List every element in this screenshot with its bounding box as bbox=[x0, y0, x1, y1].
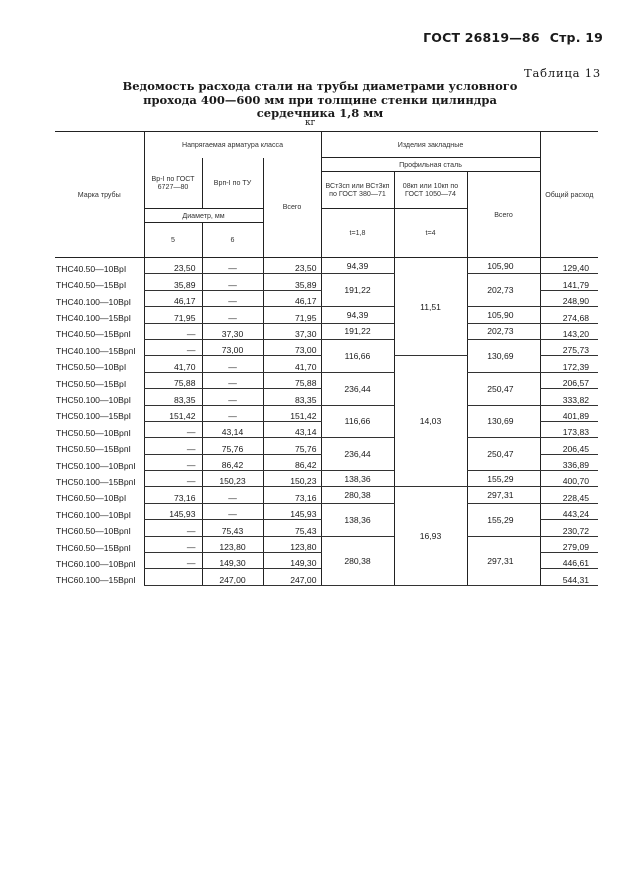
overall-total-cell: 544,31 bbox=[540, 569, 598, 585]
col-total-prestressed: Всего bbox=[263, 158, 321, 258]
prestressed-total-cell: 41,70 bbox=[263, 356, 321, 372]
table-row bbox=[55, 323, 598, 339]
prestressed-total-cell: 150,23 bbox=[263, 471, 321, 487]
table-number: Таблица 13 bbox=[524, 66, 601, 80]
pipe-brand-cell: ТНС50.50—10ВрI bbox=[56, 362, 127, 373]
embedded-total-cell: 155,29 bbox=[467, 471, 540, 487]
bpp-d6-cell: 86,42 bbox=[202, 454, 263, 470]
pipe-brand-cell: ТНС60.100—15ВрпI bbox=[56, 575, 136, 586]
table-row bbox=[55, 503, 598, 519]
prestressed-total-cell: 86,42 bbox=[263, 454, 321, 470]
pipe-brand-cell: ТНС40.50—15ВрI bbox=[56, 280, 127, 291]
bp-d5-cell: 71,95 bbox=[144, 307, 202, 323]
bpp-d6-cell: 123,80 bbox=[202, 536, 263, 552]
prestressed-total-cell: 23,50 bbox=[263, 258, 321, 274]
pipe-brand-cell: ТНС60.100—10ВрI bbox=[56, 509, 131, 520]
table-row bbox=[55, 258, 598, 274]
table-row bbox=[55, 339, 598, 355]
col-embedded: Изделия закладные bbox=[321, 132, 540, 158]
bp-d5-cell: 41,70 bbox=[144, 356, 202, 372]
col-bp-tu: Врп-I по ТУ bbox=[202, 158, 263, 209]
embedded-total-cell: 250,47 bbox=[467, 438, 540, 471]
overall-total-cell: 446,61 bbox=[540, 553, 598, 569]
embedded-total-cell: 130,69 bbox=[467, 405, 540, 438]
bp-d5-cell: — bbox=[144, 339, 202, 355]
bpp-d6-cell: — bbox=[202, 258, 263, 274]
steel-a-cell: 94,39 bbox=[321, 258, 394, 274]
prestressed-total-cell: 247,00 bbox=[263, 569, 321, 585]
table-title bbox=[120, 80, 520, 121]
overall-total-cell: 172,39 bbox=[540, 356, 598, 372]
title-line-1: Ведомость расхода стали на трубы диаметрами условного bbox=[122, 79, 518, 93]
prestressed-total-cell: 151,42 bbox=[263, 405, 321, 421]
pipe-brand-cell: ТНС60.50—10ВрпI bbox=[56, 526, 131, 537]
steel-a-cell: 191,22 bbox=[321, 274, 394, 307]
bpp-d6-cell: — bbox=[202, 389, 263, 405]
pipe-brand-cell: ТНС40.50—10ВрI bbox=[56, 263, 127, 274]
overall-total-cell: 206,57 bbox=[540, 372, 598, 388]
prestressed-total-cell: 73,00 bbox=[263, 339, 321, 355]
steel-a-cell: 280,38 bbox=[321, 487, 394, 503]
bp-d5-cell: 73,16 bbox=[144, 487, 202, 503]
steel-consumption-table bbox=[55, 131, 598, 586]
bp-d5-cell: — bbox=[144, 520, 202, 536]
bp-d5-cell: 46,17 bbox=[144, 290, 202, 306]
prestressed-total-cell: 83,35 bbox=[263, 389, 321, 405]
bpp-d6-cell: 73,00 bbox=[202, 339, 263, 355]
bp-d5-cell: 83,35 bbox=[144, 389, 202, 405]
prestressed-total-cell: 75,88 bbox=[263, 372, 321, 388]
overall-total-cell: 248,90 bbox=[540, 290, 598, 306]
steel-a-cell: 236,44 bbox=[321, 372, 394, 405]
bpp-d6-cell: — bbox=[202, 307, 263, 323]
overall-total-cell: 228,45 bbox=[540, 487, 598, 503]
bpp-d6-cell: 149,30 bbox=[202, 553, 263, 569]
table-row bbox=[55, 307, 598, 323]
steel-a-cell: 280,38 bbox=[321, 536, 394, 585]
col-t4: t=4 bbox=[394, 209, 467, 258]
table-row bbox=[55, 274, 598, 290]
overall-total-cell: 173,83 bbox=[540, 421, 598, 437]
bpp-d6-cell: 75,76 bbox=[202, 438, 263, 454]
col-prestressed: Напрягаемая арматура класса bbox=[144, 132, 321, 158]
steel-b-cell: 14,03 bbox=[394, 356, 467, 487]
overall-total-cell: 443,24 bbox=[540, 503, 598, 519]
prestressed-total-cell: 75,43 bbox=[263, 520, 321, 536]
prestressed-total-cell: 75,76 bbox=[263, 438, 321, 454]
embedded-total-cell: 105,90 bbox=[467, 307, 540, 323]
prestressed-total-cell: 71,95 bbox=[263, 307, 321, 323]
prestressed-total-cell: 145,93 bbox=[263, 503, 321, 519]
overall-total-cell: 401,89 bbox=[540, 405, 598, 421]
col-d6: 6 bbox=[202, 223, 263, 258]
table-row bbox=[55, 536, 598, 552]
col-profile: Профильная сталь bbox=[321, 158, 540, 172]
col-steel-a: ВСт3сп или ВСт3кп по ГОСТ 380—71 bbox=[321, 172, 394, 209]
embedded-total-cell: 155,29 bbox=[467, 503, 540, 536]
bp-d5-cell: 23,50 bbox=[144, 258, 202, 274]
steel-a-cell: 191,22 bbox=[321, 323, 394, 339]
pipe-brand-cell: ТНС50.100—15ВрI bbox=[56, 411, 131, 422]
table-row bbox=[55, 438, 598, 454]
steel-a-cell: 236,44 bbox=[321, 438, 394, 471]
embedded-total-cell: 250,47 bbox=[467, 372, 540, 405]
overall-total-cell: 274,68 bbox=[540, 307, 598, 323]
table-row bbox=[55, 471, 598, 487]
steel-a-cell: 94,39 bbox=[321, 307, 394, 323]
overall-total-cell: 143,20 bbox=[540, 323, 598, 339]
embedded-total-cell: 105,90 bbox=[467, 258, 540, 274]
overall-total-cell: 206,45 bbox=[540, 438, 598, 454]
pipe-brand-cell: ТНС60.100—10ВрпI bbox=[56, 558, 136, 569]
prestressed-total-cell: 73,16 bbox=[263, 487, 321, 503]
bp-d5-cell: — bbox=[144, 471, 202, 487]
col-t18: t=1,8 bbox=[321, 209, 394, 258]
pipe-brand-cell: ТНС60.50—10ВрI bbox=[56, 493, 127, 504]
bp-d5-cell: — bbox=[144, 536, 202, 552]
table-row bbox=[55, 487, 598, 503]
bp-d5-cell: — bbox=[144, 421, 202, 437]
col-total-embedded: Всего bbox=[467, 172, 540, 258]
steel-a-cell: 116,66 bbox=[321, 405, 394, 438]
embedded-total-cell: 202,73 bbox=[467, 274, 540, 307]
steel-b-cell: 16,93 bbox=[394, 487, 467, 585]
col-d5: 5 bbox=[144, 223, 202, 258]
overall-total-cell: 129,40 bbox=[540, 258, 598, 274]
overall-total-cell: 279,09 bbox=[540, 536, 598, 552]
overall-total-cell: 336,89 bbox=[540, 454, 598, 470]
bpp-d6-cell: — bbox=[202, 372, 263, 388]
pipe-brand-cell: ТНС50.100—15ВрпI bbox=[56, 476, 136, 487]
bp-d5-cell: — bbox=[144, 454, 202, 470]
bp-d5-cell: 151,42 bbox=[144, 405, 202, 421]
page-header bbox=[423, 30, 603, 45]
overall-total-cell: 230,72 bbox=[540, 520, 598, 536]
steel-b-cell: 11,51 bbox=[394, 258, 467, 356]
bpp-d6-cell: — bbox=[202, 503, 263, 519]
embedded-total-cell: 297,31 bbox=[467, 487, 540, 503]
table-row bbox=[55, 405, 598, 421]
bpp-d6-cell: — bbox=[202, 487, 263, 503]
bpp-d6-cell: — bbox=[202, 274, 263, 290]
overall-total-cell: 400,70 bbox=[540, 471, 598, 487]
col-pipe-brand: Марка трубы bbox=[55, 132, 144, 258]
standard-number: ГОСТ 26819—86 bbox=[423, 30, 540, 45]
unit-label: кг bbox=[305, 118, 316, 128]
prestressed-total-cell: 43,14 bbox=[263, 421, 321, 437]
col-steel-b: 08кп или 10кп по ГОСТ 1050—74 bbox=[394, 172, 467, 209]
bpp-d6-cell: — bbox=[202, 290, 263, 306]
table-row bbox=[55, 372, 598, 388]
pipe-brand-cell: ТНС50.100—10ВрпI bbox=[56, 460, 136, 471]
bpp-d6-cell: 43,14 bbox=[202, 421, 263, 437]
pipe-brand-cell: ТНС50.50—15ВрпI bbox=[56, 444, 131, 455]
overall-total-cell: 275,73 bbox=[540, 339, 598, 355]
steel-a-cell: 116,66 bbox=[321, 339, 394, 372]
embedded-total-cell: 130,69 bbox=[467, 339, 540, 372]
bp-d5-cell: — bbox=[144, 323, 202, 339]
bpp-d6-cell: 37,30 bbox=[202, 323, 263, 339]
title-line-2: прохода 400—600 мм при толщине стенки цилиндра bbox=[143, 92, 497, 107]
pipe-brand-cell: ТНС50.100—10ВрI bbox=[56, 395, 131, 406]
col-overall: Общий расход bbox=[540, 132, 598, 258]
pipe-brand-cell: ТНС50.50—10ВрпI bbox=[56, 427, 131, 438]
page-number: Стр. 19 bbox=[549, 30, 603, 45]
steel-a-cell: 138,36 bbox=[321, 471, 394, 487]
steel-a-cell: 138,36 bbox=[321, 503, 394, 536]
embedded-total-cell: 202,73 bbox=[467, 323, 540, 339]
bp-d5-cell: 145,93 bbox=[144, 503, 202, 519]
bp-d5-cell: 75,88 bbox=[144, 372, 202, 388]
bpp-d6-cell: — bbox=[202, 356, 263, 372]
embedded-total-cell: 297,31 bbox=[467, 536, 540, 585]
bp-d5-cell bbox=[144, 569, 202, 585]
pipe-brand-cell: ТНС60.50—15ВрпI bbox=[56, 542, 131, 553]
bp-d5-cell: — bbox=[144, 553, 202, 569]
bpp-d6-cell: 75,43 bbox=[202, 520, 263, 536]
pipe-brand-cell: ТНС50.50—15ВрI bbox=[56, 378, 127, 389]
pipe-brand-cell: ТНС40.50—15ВрпI bbox=[56, 329, 131, 340]
prestressed-total-cell: 37,30 bbox=[263, 323, 321, 339]
pipe-brand-cell: ТНС40.100—15ВрпI bbox=[56, 345, 136, 356]
bp-d5-cell: — bbox=[144, 438, 202, 454]
col-bp-gost: Вр-I по ГОСТ 6727—80 bbox=[144, 158, 202, 209]
prestressed-total-cell: 149,30 bbox=[263, 553, 321, 569]
pipe-brand-cell: ТНС40.100—10ВрI bbox=[56, 296, 131, 307]
title-line-3: сердечника 1,8 мм bbox=[256, 106, 384, 120]
pipe-brand-cell: ТНС40.100—15ВрI bbox=[56, 313, 131, 324]
bpp-d6-cell: — bbox=[202, 405, 263, 421]
overall-total-cell: 141,79 bbox=[540, 274, 598, 290]
bpp-d6-cell: 247,00 bbox=[202, 569, 263, 585]
bpp-d6-cell: 150,23 bbox=[202, 471, 263, 487]
overall-total-cell: 333,82 bbox=[540, 389, 598, 405]
prestressed-total-cell: 46,17 bbox=[263, 290, 321, 306]
prestressed-total-cell: 35,89 bbox=[263, 274, 321, 290]
col-diameter: Диаметр, мм bbox=[144, 209, 263, 223]
bp-d5-cell: 35,89 bbox=[144, 274, 202, 290]
prestressed-total-cell: 123,80 bbox=[263, 536, 321, 552]
